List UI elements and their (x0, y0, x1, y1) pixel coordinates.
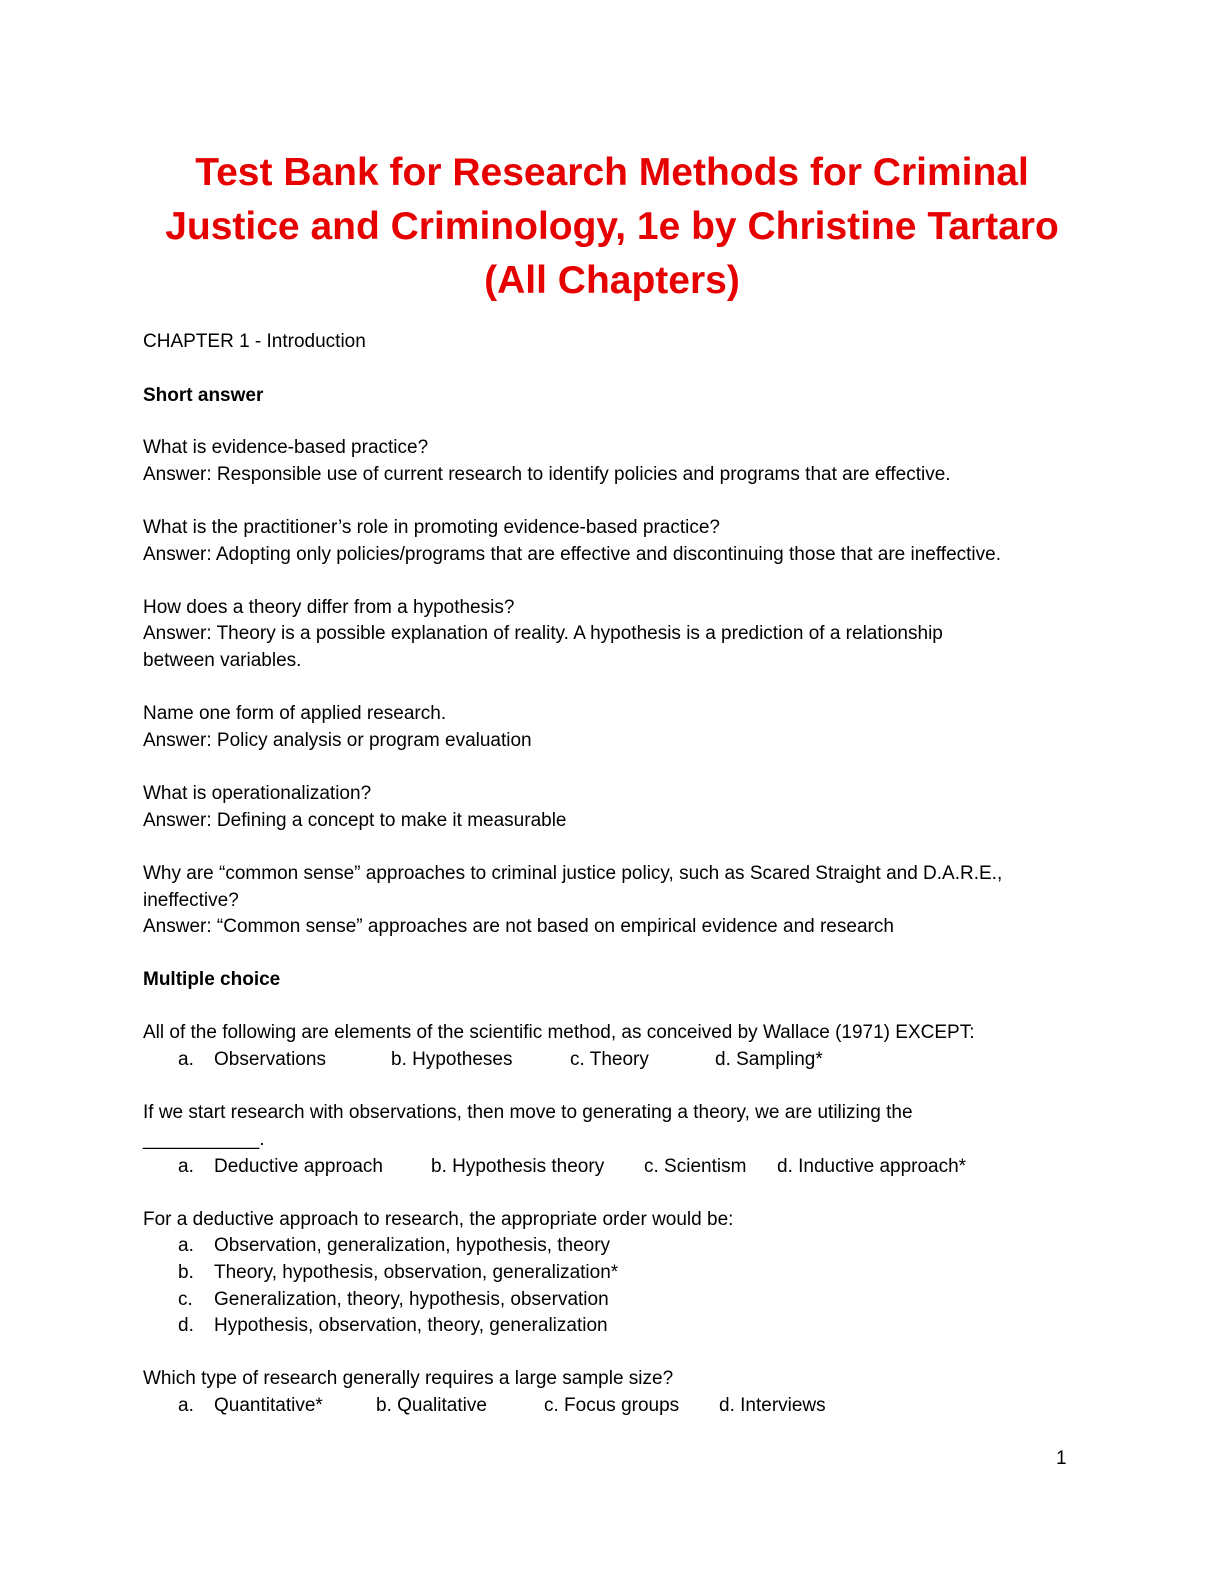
document-title (100, 146, 1124, 308)
sa-question-6-line-1: Why are “common sense” approaches to criminal justice policy, such as Scared Straight and D.A.R.E., (143, 863, 1003, 884)
title-line-2: Justice and Criminology, 1e by Christine Tartaro (165, 205, 1059, 248)
mc-4-option-a-letter: a. (178, 1395, 194, 1416)
mc-2-option-c: c. Scientism (644, 1156, 747, 1177)
sa-question-3: How does a theory differ from a hypothesis? (143, 597, 515, 618)
sa-question-2: What is the practitioner’s role in promoting evidence-based practice? (143, 517, 720, 538)
mc-3-option-c-letter: c. (178, 1289, 193, 1310)
mc-4-option-c: c. Focus groups (544, 1395, 680, 1416)
title-line-3: (All Chapters) (484, 259, 740, 302)
mc-question-1: All of the following are elements of the scientific method, as conceived by Wallace (1971) EXCEPT: (143, 1022, 975, 1043)
sa-question-1: What is evidence-based practice? (143, 437, 429, 458)
mc-4-option-d: d. Interviews (719, 1395, 826, 1416)
mc-2-option-b: b. Hypothesis theory (431, 1156, 605, 1177)
mc-2-option-d: d. Inductive approach* (777, 1156, 967, 1177)
mc-3-option-d: Hypothesis, observation, theory, generalization (214, 1315, 608, 1336)
sa-question-6-line-2: ineffective? (143, 890, 239, 911)
mc-3-option-a-letter: a. (178, 1235, 194, 1256)
chapter-heading (143, 329, 366, 355)
mc-question-3: For a deductive approach to research, the appropriate order would be: (143, 1209, 734, 1230)
sa-answer-2: Answer: Adopting only policies/programs that are effective and discontinuing those that are ineffective. (143, 544, 1001, 565)
mc-1-option-a-letter: a. (178, 1049, 194, 1070)
mc-question-2-line-2: ___________. (143, 1129, 265, 1150)
mc-4-option-b: b. Qualitative (376, 1395, 487, 1416)
mc-4-option-a: Quantitative* (214, 1395, 323, 1416)
mc-1-option-b: b. Hypotheses (391, 1049, 513, 1070)
sa-question-5: What is operationalization? (143, 783, 372, 804)
chapter-heading-text: CHAPTER 1 - Introduction (143, 331, 366, 352)
mc-1-option-d: d. Sampling* (715, 1049, 823, 1070)
mc-question-4: Which type of research generally requires a large sample size? (143, 1368, 674, 1389)
mc-3-option-c: Generalization, theory, hypothesis, observation (214, 1289, 609, 1310)
mc-3-option-a: Observation, generalization, hypothesis, theory (214, 1235, 611, 1256)
page-number: 1 (1056, 1448, 1067, 1469)
sa-question-4: Name one form of applied research. (143, 703, 447, 724)
short-answer-heading: Short answer (143, 385, 264, 406)
mc-2-option-a: Deductive approach (214, 1156, 383, 1177)
mc-3-option-b: Theory, hypothesis, observation, generalization* (214, 1262, 619, 1283)
title-line-1: Test Bank for Research Methods for Criminal (195, 151, 1029, 194)
mc-question-2-line-1: If we start research with observations, then move to generating a theory, we are utilizing the (143, 1102, 913, 1123)
sa-answer-3-line-1: Answer: Theory is a possible explanation of reality. A hypothesis is a prediction of a relationship (143, 623, 943, 644)
mc-1-option-a: Observations (214, 1049, 326, 1070)
mc-3-option-d-letter: d. (178, 1315, 194, 1336)
mc-1-option-c: c. Theory (570, 1049, 649, 1070)
mc-2-option-a-letter: a. (178, 1156, 194, 1177)
multiple-choice-heading: Multiple choice (143, 969, 281, 990)
sa-answer-5: Answer: Defining a concept to make it measurable (143, 810, 567, 831)
sa-answer-3-line-2: between variables. (143, 650, 302, 671)
sa-answer-4: Answer: Policy analysis or program evaluation (143, 730, 532, 751)
sa-answer-1: Answer: Responsible use of current research to identify policies and programs that are effective. (143, 464, 951, 485)
sa-answer-6: Answer: “Common sense” approaches are not based on empirical evidence and research (143, 916, 894, 937)
mc-3-option-b-letter: b. (178, 1262, 194, 1283)
